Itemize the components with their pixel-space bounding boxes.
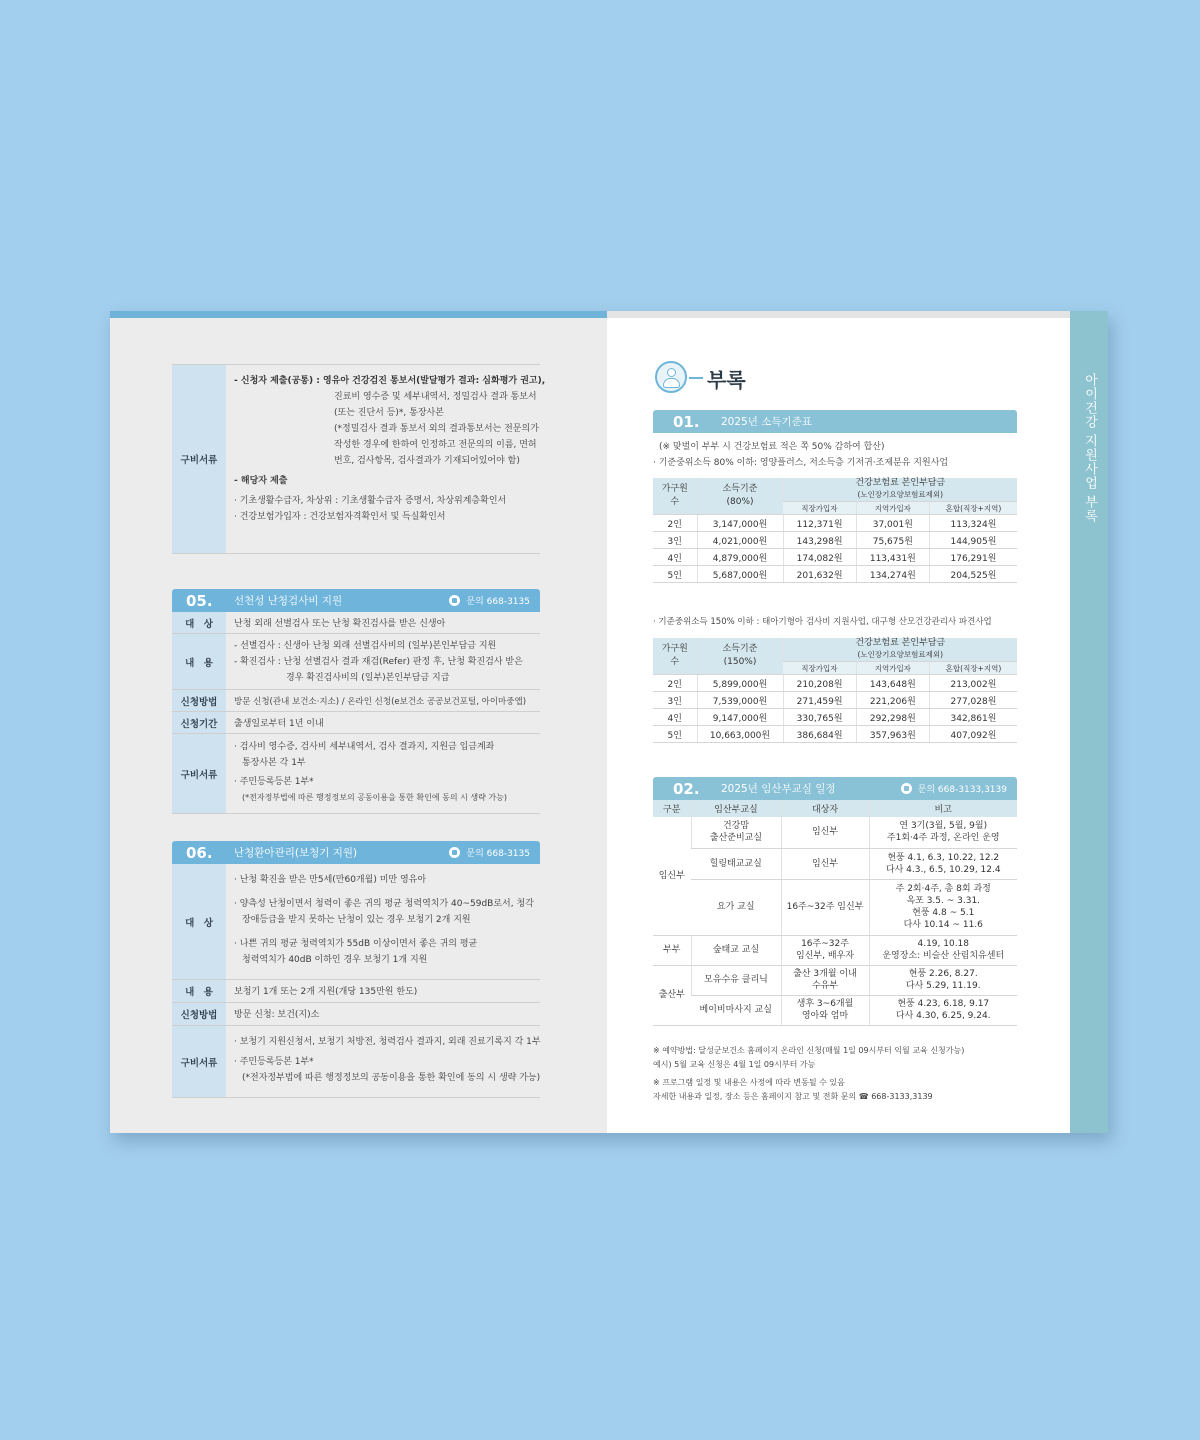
contact-number: 문의 668-3135 bbox=[466, 597, 530, 607]
row-label: 내 용 bbox=[172, 980, 226, 1002]
side-tab-label: 아이건강 지원사업 부록 bbox=[1082, 373, 1097, 524]
table-row: 2인 5,899,000원 210,208원 143,648원 213,002원 bbox=[653, 675, 1017, 692]
sec05-row-target bbox=[172, 612, 540, 634]
table-row: 2인 3,147,000원 112,371원 37,001원 113,324원 bbox=[653, 515, 1017, 532]
section-02-header bbox=[653, 777, 1017, 800]
sec05-row-period bbox=[172, 712, 540, 734]
sec06-row-method bbox=[172, 1003, 540, 1026]
table-row: 부부 숲태교 교실 16주~32주 임신부, 배우자 4.19, 10.18 운영장소: 비슬산 산림치유센터 bbox=[653, 935, 1017, 965]
left-page bbox=[110, 311, 607, 1133]
row-label: 신청방법 bbox=[172, 1003, 226, 1025]
income-table-80 bbox=[653, 478, 1017, 583]
footnote: ※ 예약방법: 달성군보건소 홈페이지 온라인 신청(매월 1일 09시부터 익월 교육 신청가능) bbox=[653, 1046, 965, 1055]
table-row: 4인 9,147,000원 330,765원 292,298원 342,861원 bbox=[653, 709, 1017, 726]
section-title: 난청환아관리(보청기 지원) bbox=[234, 847, 358, 859]
col-header: 소득기준 (150%) bbox=[697, 638, 783, 675]
table-row: 3인 7,539,000원 271,459원 221,206원 277,028원 bbox=[653, 692, 1017, 709]
row-text: (*전자정부법에 따른 행정정보의 공동이용을 통한 확인에 동의 시 생략 가능) bbox=[242, 793, 507, 802]
table-row: 5인 10,663,000원 386,684원 357,963원 407,092원 bbox=[653, 726, 1017, 743]
row-label: 구비서류 bbox=[172, 1026, 226, 1097]
section-title: 2025년 소득기준표 bbox=[721, 416, 812, 428]
col-header: 대상자 bbox=[781, 800, 869, 817]
prenatal-class-table bbox=[653, 800, 1017, 1026]
col-header: 임산부교실 bbox=[691, 800, 781, 817]
sec05-row-content bbox=[172, 634, 540, 690]
row-label: 구비서류 bbox=[172, 734, 226, 813]
doc-line: 작성한 경우에 한하여 인정하고 전문의의 이름, 면허 bbox=[334, 440, 537, 450]
section-number: 01. bbox=[673, 412, 700, 431]
row-text: · 검사비 영수증, 검사비 세부내역서, 검사 결과지, 지원금 입금계좌 bbox=[234, 742, 495, 752]
income-note: · 기준중위소득 80% 이하: 영양플러스, 저소득층 기저귀·조제분유 지원사업 bbox=[653, 458, 949, 468]
side-tab bbox=[1070, 311, 1108, 1133]
table-row: 5인 5,687,000원 201,632원 134,274원 204,525원 bbox=[653, 566, 1017, 583]
footnote: 예시) 5월 교육 신청은 4월 1일 09시부터 가능 bbox=[653, 1060, 816, 1069]
section-05-header bbox=[172, 589, 540, 612]
income-table-150 bbox=[653, 638, 1017, 743]
col-header: 지역가입자 bbox=[856, 502, 929, 515]
table-row: 힐링태교교실 임신부 현풍 4.1, 6.3, 10.22, 12.2 다사 4.3., 6.5, 10.29, 12.4 bbox=[653, 848, 1017, 879]
doc-line: · 기초생활수급자, 차상위 : 기초생활수급자 증명서, 차상위계층확인서 bbox=[234, 496, 507, 506]
col-header: 구분 bbox=[653, 800, 691, 817]
doc-line: 번호, 검사항목, 검사결과가 기재되어있어야 함) bbox=[334, 456, 520, 466]
phone-icon bbox=[449, 595, 460, 606]
row-text: · 난청 확진을 받은 만5세(만60개월) 미만 영유아 bbox=[234, 875, 427, 885]
page-title: 부록 bbox=[707, 368, 746, 392]
doc-line: (또는 진단서 등)*, 통장사본 bbox=[334, 408, 444, 418]
footnote: ※ 프로그램 일정 및 내용은 사정에 따라 변동될 수 있음 bbox=[653, 1078, 845, 1087]
section-contact bbox=[901, 782, 1007, 795]
doc-line: · 건강보험가입자 : 건강보험자격확인서 및 득실확인서 bbox=[234, 512, 446, 522]
required-docs-block bbox=[172, 364, 546, 554]
col-header: 건강보험료 본인부담금 (노인장기요양보험료제외) bbox=[783, 478, 1017, 502]
phone-icon bbox=[901, 783, 912, 794]
contact-number: 문의 668-3135 bbox=[466, 849, 530, 859]
contact-number: 문의 668-3133,3139 bbox=[917, 785, 1007, 795]
row-text: 통장사본 각 1부 bbox=[242, 758, 306, 768]
row-text: 방문 신청: 보건(지)소 bbox=[234, 1010, 320, 1020]
row-text: 출생일로부터 1년 이내 bbox=[234, 719, 324, 729]
section-title: 선천성 난청검사비 지원 bbox=[234, 595, 343, 607]
sec05-row-method bbox=[172, 690, 540, 712]
sec06-row-docs bbox=[172, 1026, 540, 1098]
section-number: 06. bbox=[186, 843, 213, 862]
col-header: 혼합(직장+지역) bbox=[929, 502, 1017, 515]
section-01-header bbox=[653, 410, 1017, 433]
section-number: 02. bbox=[673, 779, 700, 798]
doc-line: (*정밀검사 결과 통보서 외의 결과통보서는 전문의가 bbox=[334, 424, 539, 434]
doc-line: - 해당자 제출 bbox=[234, 476, 288, 486]
row-label: 내 용 bbox=[172, 634, 226, 689]
row-label: 신청기간 bbox=[172, 712, 226, 733]
row-text: · 보청기 지원신청서, 보청기 처방전, 청력검사 결과지, 외래 진료기록지 각 1부 bbox=[234, 1037, 541, 1047]
row-label: 구비서류 bbox=[172, 365, 226, 553]
table-row: 요가 교실 16주~32주 임신부 주 2회·4주, 총 8회 과정 옥포 3.5. ~ 3.31. 현풍 4.8 ~ 5.1 다사 10.14 ~ 11.6 bbox=[653, 879, 1017, 935]
row-label: 대 상 bbox=[172, 612, 226, 633]
col-header: 직장가입자 bbox=[783, 662, 856, 675]
col-header: 지역가입자 bbox=[856, 662, 929, 675]
col-header: 직장가입자 bbox=[783, 502, 856, 515]
col-header: 비고 bbox=[869, 800, 1017, 817]
income-note: · 기준중위소득 150% 이하 : 태아기형아 검사비 지원사업, 대구형 산모건강관리사 파견사업 bbox=[653, 617, 992, 627]
row-text: · 주민등록등본 1부* bbox=[234, 777, 314, 787]
col-header: 건강보험료 본인부담금 (노인장기요양보험료제외) bbox=[783, 638, 1017, 662]
booklet-spread bbox=[110, 311, 1108, 1133]
row-label: 대 상 bbox=[172, 864, 226, 979]
table-row: 출산부 모유수유 클리닉 출산 3개월 이내 수유부 현풍 2.26, 8.27. 다사 5.29, 11.19. bbox=[653, 965, 1017, 995]
sec06-row-content bbox=[172, 980, 540, 1003]
sec06-row-target bbox=[172, 864, 540, 980]
table-row: 베이비마사지 교실 생후 3~6개월 영아와 엄마 현풍 4.23, 6.18, 9.17 다사 4.30, 6.25, 9.24. bbox=[653, 995, 1017, 1025]
col-header: 소득기준 (80%) bbox=[697, 478, 783, 515]
logo-connector bbox=[689, 377, 703, 379]
row-text: 장애등급을 받지 못하는 난청이 있는 경우 보청기 2개 지원 bbox=[242, 915, 471, 925]
col-header: 가구원 수 bbox=[653, 478, 697, 515]
section-06-header bbox=[172, 841, 540, 864]
row-text: · 양측성 난청이면서 청력이 좋은 귀의 평균 청력역치가 40~59dB로서, 청각 bbox=[234, 899, 534, 909]
income-note: (※ 맞벌이 부부 시 건강보험료 적은 쪽 50% 감하여 합산) bbox=[659, 442, 885, 452]
row-text: 청력역치가 40dB 이하인 경우 보청기 1개 지원 bbox=[242, 955, 428, 965]
row-text: 보청기 1개 또는 2개 지원(개당 135만원 한도) bbox=[234, 987, 418, 997]
section-contact bbox=[449, 594, 530, 607]
doc-line: 진료비 영수증 및 세부내역서, 정밀검사 결과 통보서 bbox=[334, 392, 537, 402]
row-text: 방문 신청(관내 보건소·지소) / 온라인 신청(e보건소 공공보건포털, 아이마중앱) bbox=[234, 697, 527, 707]
section-number: 05. bbox=[186, 591, 213, 610]
footnote: 자세한 내용과 일정, 장소 등은 홈페이지 참고 및 전화 문의 ☎ 668-3133,3139 bbox=[653, 1092, 933, 1101]
mother-baby-icon bbox=[655, 361, 687, 393]
doc-line: - 신청자 제출(공통) : 영유아 건강검진 통보서(발달평가 결과: 심화평가 권고), bbox=[234, 376, 546, 386]
table-row: 임신부 건강맘 출산준비교실 임신부 연 3기(3월, 5월, 9월) 주1회·4주 과정, 온라인 운영 bbox=[653, 817, 1017, 848]
table-row: 3인 4,021,000원 143,298원 75,675원 144,905원 bbox=[653, 532, 1017, 549]
right-page bbox=[607, 311, 1070, 1133]
row-text: - 선별검사 : 신생아 난청 외래 선별검사비의 (일부)본인부담금 지원 bbox=[234, 641, 497, 651]
row-text: (*전자정부법에 따른 행정정보의 공동이용을 통한 확인에 동의 시 생략 가능) bbox=[242, 1073, 541, 1083]
sec05-row-docs bbox=[172, 734, 540, 814]
row-text: - 확진검사 : 난청 선별검사 결과 재검(Refer) 판정 후, 난청 확진검사 받은 bbox=[234, 657, 523, 667]
row-label: 신청방법 bbox=[172, 690, 226, 711]
row-text: 경우 확진검사비의 (일부)본인부담금 지급 bbox=[286, 673, 450, 683]
phone-icon bbox=[449, 847, 460, 858]
row-text: 난청 외래 선별검사 또는 난청 확진검사를 받은 신생아 bbox=[234, 619, 446, 629]
col-header: 혼합(직장+지역) bbox=[929, 662, 1017, 675]
col-header: 가구원 수 bbox=[653, 638, 697, 675]
row-text: · 나쁜 귀의 평균 청력역치가 55dB 이상이면서 좋은 귀의 평균 bbox=[234, 939, 478, 949]
table-row: 4인 4,879,000원 174,082원 113,431원 176,291원 bbox=[653, 549, 1017, 566]
section-contact bbox=[449, 846, 530, 859]
row-text: · 주민등록등본 1부* bbox=[234, 1057, 314, 1067]
section-title: 2025년 임산부교실 일정 bbox=[721, 783, 836, 795]
